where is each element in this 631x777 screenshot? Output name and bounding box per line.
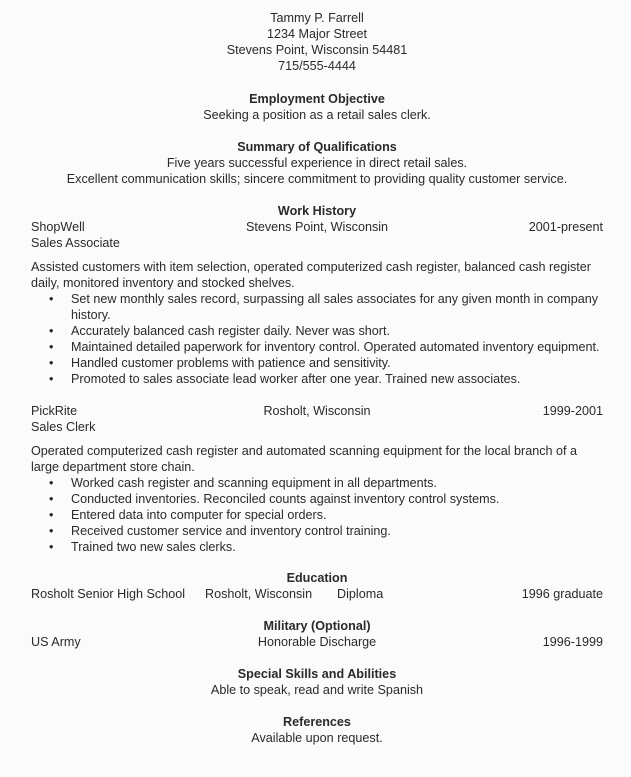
job-location: Stevens Point, Wisconsin [245,220,389,234]
bullet-icon: • [49,492,54,506]
contact-name: Tammy P. Farrell [270,11,364,25]
qualifications-section [31,139,603,187]
job-bullet [49,339,603,355]
job-dates: 1999-2001 [542,404,603,418]
job-bullet-text: Maintained detailed paperwork for inventory control. Operated automated inventory equipment. [71,340,600,354]
job-bullet-text: Set new monthly sales record, surpassing all sales associates for any given month in company history. [71,292,599,322]
contact-header [31,10,603,74]
bullet-icon: • [49,356,54,370]
skills-section [31,666,603,698]
qualification-line: Five years successful experience in direct retail sales. [166,156,468,170]
education-section [31,570,603,602]
section-title-objective: Employment Objective [249,92,385,106]
job-bullet [49,491,603,507]
job-bullet-text: Trained two new sales clerks. [71,540,236,554]
job-bullet [49,507,603,523]
job-bullet-list [49,475,603,555]
military-row [31,634,603,650]
job-bullet [49,355,603,371]
bullet-icon: • [49,524,54,538]
job-bullet [49,475,603,491]
references-text: Available upon request. [251,731,383,745]
education-school: Rosholt Senior High School [31,587,186,601]
bullet-icon: • [49,372,54,386]
job-position: Sales Associate [31,236,120,250]
bullet-icon: • [49,508,54,522]
job-summary: Assisted customers with item selection, operated computerized cash register, balanced cash register daily, monitored inventory and stocked shelves. [31,260,591,290]
section-title-skills: Special Skills and Abilities [237,667,397,681]
job-bullet-text: Handled customer problems with patience and sensitivity. [71,356,391,370]
education-row [31,586,603,602]
job-bullet-text: Worked cash register and scanning equipment in all departments. [71,476,437,490]
job-bullet-text: Received customer service and inventory control training. [71,524,391,538]
section-title-work-history: Work History [277,204,357,218]
contact-street: 1234 Major Street [266,27,368,41]
job-bullet-text: Accurately balanced cash register daily. Never was short. [71,324,390,338]
job-bullet [49,539,603,555]
bullet-icon: • [49,340,54,354]
job-summary: Operated computerized cash register and automated scanning equipment for the local branch of a large department store chain. [31,444,578,474]
objective-text: Seeking a position as a retail sales clerk. [203,108,431,122]
qualification-line: Excellent communication skills; sincere commitment to providing quality customer service. [66,172,568,186]
military-section [31,618,603,650]
job-header-row [31,403,603,419]
military-dates: 1996-1999 [542,635,603,649]
bullet-icon: • [49,540,54,554]
contact-phone: 715/555-4444 [278,59,356,73]
job-bullet [49,291,603,323]
job-dates: 2001-present [528,220,603,234]
job-entry [31,403,603,555]
bullet-icon: • [49,324,54,338]
job-position: Sales Clerk [31,420,96,434]
bullet-icon: • [49,292,54,306]
section-title-qualifications: Summary of Qualifications [237,140,397,154]
job-header-row [31,219,603,235]
job-bullet [49,323,603,339]
contact-city: Stevens Point, Wisconsin 54481 [226,43,408,57]
education-degree: Diploma [337,587,384,601]
education-year: 1996 graduate [521,587,603,601]
job-bullet-list [49,291,603,387]
job-bullet [49,371,603,387]
job-employer: PickRite [31,404,78,418]
job-bullet-text: Conducted inventories. Reconciled counts against inventory control systems. [71,492,500,506]
job-location: Rosholt, Wisconsin [263,404,371,418]
job-bullet-text: Promoted to sales associate lead worker after one year. Trained new associates. [71,372,521,386]
job-employer: ShopWell [31,220,85,234]
education-location: Rosholt, Wisconsin [205,587,313,601]
resume-page [31,10,603,746]
objective-section [31,91,603,123]
references-section [31,714,603,746]
work-history-section [31,203,603,555]
military-branch: US Army [31,635,81,649]
job-bullet-text: Entered data into computer for special orders. [71,508,327,522]
military-discharge: Honorable Discharge [257,635,377,649]
bullet-icon: • [49,476,54,490]
section-title-references: References [283,715,351,729]
job-bullet [49,523,603,539]
job-entry [31,219,603,387]
section-title-military: Military (Optional) [263,619,371,633]
section-title-education: Education [286,571,348,585]
skills-text: Able to speak, read and write Spanish [210,683,424,697]
